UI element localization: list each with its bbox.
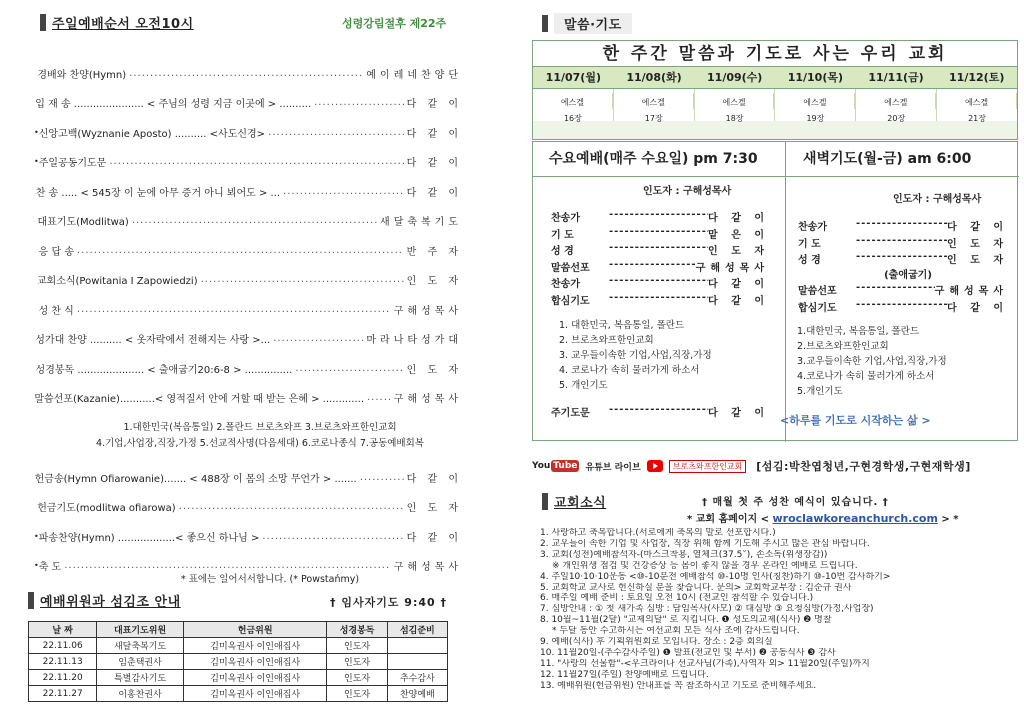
news-item: 3. 교회(성전)예배참석자-(마스크착용, 열체크(37.5˚), 손소독(위생장갑)) [540, 549, 828, 560]
order-item-name: 대표기도(Modlitwa) [37, 217, 129, 228]
prayer-line: 1.대한민국(복음통일) 2.폴란드 브로츠와프 3.브로츠와프한인교회 [123, 422, 397, 433]
order-row [34, 468, 462, 486]
prayer-item: 2. 브로츠와프한인교회 [559, 335, 654, 346]
order-item-leader: 마라나타성가대 [366, 335, 462, 346]
order-item-leader: 다 같 이 [406, 99, 462, 110]
prayer-item: 3. 교우들이속한 기업,사업,직장,가정 [559, 350, 712, 361]
leader-dots [283, 186, 404, 197]
youtube-live-bar [532, 455, 1018, 477]
duty-cell: 인도자 [327, 654, 387, 670]
service-row [798, 218, 1008, 233]
order-item-name: 찬 송 ..... < 545장 이 눈에 아무 증거 아니 뵈어도 > ... [35, 187, 281, 199]
order-item-name: 입 재 송 ...................... < 주님의 성령 지금 이곳에 > .......... [35, 99, 312, 110]
order-item-name: 성경봉독 ..................... < 출애굽기20:6-8 > ............... [35, 364, 293, 376]
youtube-logo-you: You [532, 461, 551, 471]
leader-dots [360, 472, 404, 483]
dawn-leader: 인도자 : 구해성목사 [893, 194, 982, 205]
homepage-prefix: * 교회 홈페이지 < [687, 514, 770, 525]
reading-cell [614, 89, 695, 121]
order-item-name: 헌금기도(modlitwa ofiarowa) [37, 503, 176, 514]
worship-order-heading [40, 13, 194, 32]
leader-dots [77, 245, 404, 256]
duty-cell: 22.11.20 [29, 670, 97, 686]
prayer-item: 2.브로츠와프한인교회 [797, 341, 889, 352]
reading-row [533, 89, 1017, 121]
service-leader: 구해성목사 [695, 262, 769, 274]
duty-cell: 추수감사 [387, 670, 447, 686]
order-row [34, 64, 462, 82]
leader-dots [129, 68, 363, 79]
service-row [551, 209, 769, 224]
duty-cell: 인도자 [327, 638, 387, 654]
order-item-name: 헌금송(Hymn Ofiarowanie)....... < 488장 이 몸의 소망 무언가 > ....... [34, 473, 357, 485]
right-page [512, 0, 1024, 724]
service-leader: 다 같 이 [708, 279, 769, 290]
leader-dots [64, 560, 390, 571]
reading-chapter: 19장 [806, 114, 825, 123]
order-item-name: 주일공동기도문 [38, 158, 107, 169]
leader-dots [201, 274, 404, 285]
duty-row [29, 670, 448, 686]
order-row [34, 241, 462, 259]
serving-team: [섬김:박찬엽청년,구현경학생,구현재학생] [756, 460, 971, 473]
service-item: 말씀선포 [798, 286, 837, 297]
duty-cell: 김미옥권사 이인애집사 [183, 670, 327, 686]
leader-dashes [609, 242, 708, 257]
prayer-line: 4.기업,사업장,직장,가정 5.선교적사명(다음세대) 6.코로나종식 7.공동예배회복 [96, 438, 424, 449]
leader-dashes [609, 404, 708, 419]
order-row [34, 182, 462, 200]
service-row [798, 235, 1008, 250]
word-prayer-heading [542, 13, 632, 34]
leader-dots [295, 363, 403, 374]
duty-cell: 김미옥권사 이인애집사 [183, 654, 327, 670]
service-item: 주기도문 [551, 408, 590, 419]
reading-cell [937, 89, 1017, 121]
service-row [551, 226, 769, 241]
heading-bar [542, 15, 548, 32]
title-rule [786, 176, 1019, 177]
duty-header-cell: 섬김준비 [387, 622, 447, 638]
service-row [551, 404, 769, 419]
service-leader: 다 같 이 [708, 295, 769, 307]
news-item: 6. 매주일 예배 준비 : 토요일 오전 10시 (전교인 참석할 수 있습니다.) [540, 593, 814, 604]
service-item: 합심기도 [798, 302, 837, 314]
duty-header-cell: 헌금위원 [183, 622, 327, 638]
word-prayer-title: 말씀·기도 [554, 13, 632, 34]
order-item-leader: 다 같 이 [406, 532, 462, 544]
news-title: 교회소식 [554, 496, 607, 511]
order-item-leader: 구해성목사 [393, 394, 462, 405]
weekday-row [533, 67, 1017, 89]
service-leader: 다 같 이 [947, 222, 1008, 233]
duty-header-cell: 성경봉독 [327, 622, 387, 638]
prayer-time-note: † 임사자기도 9:40 † [330, 596, 447, 609]
heading-bar [40, 14, 46, 31]
service-row [551, 275, 769, 290]
homepage-line [687, 510, 959, 525]
prayer-topics [40, 420, 480, 452]
order-item-leader: 반 주 자 [406, 246, 462, 258]
weekday-cell: 11/12(토) [949, 71, 1005, 84]
dawn-slogan: <하루를 기도로 시작하는 삶 > [780, 414, 931, 427]
service-item: 찬송가 [551, 213, 580, 224]
order-row [34, 271, 462, 289]
wednesday-service-title: 수요예배(매주 수요일) pm 7:30 [549, 151, 758, 167]
service-item: 말씀선포 [551, 262, 590, 274]
homepage-suffix: > * [941, 514, 959, 525]
order-row [34, 300, 462, 318]
homepage-link[interactable]: wroclawkoreanchurch.com [772, 512, 938, 525]
reading-chapter: 21장 [968, 114, 987, 123]
leader-dashes [609, 209, 708, 224]
leader-dashes [609, 292, 708, 307]
reading-book: 에스겔 [937, 93, 1017, 109]
reading-chapter: 18장 [725, 114, 744, 123]
order-item-name: 말씀선포(Kazanie)...........< 영적질서 안에 거할 때 받는 은혜 > ............. [34, 394, 364, 405]
service-item: 기 도 [551, 229, 574, 241]
youtube-logo-tube: Tube [553, 461, 578, 471]
leader-dots [268, 127, 404, 138]
reading-cell [856, 89, 937, 121]
weekday-cell: 11/08(화) [626, 71, 682, 84]
service-leader: 인 도 자 [947, 255, 1008, 266]
news-list [540, 528, 1016, 692]
duty-cell: 이홍찬권사 [97, 686, 184, 702]
services-divider [785, 142, 786, 442]
service-row [798, 299, 1008, 314]
duty-row [29, 638, 448, 654]
service-leader: 다 같 이 [947, 302, 1008, 314]
weekly-reading-title: 한 주간 말씀과 기도로 사는 우리 교회 [533, 41, 1017, 67]
wednesday-prayer-list [559, 318, 712, 393]
order-item-name: 신앙고백(Wyznanie Aposto) .......... <사도신경> [38, 128, 266, 140]
play-icon [647, 460, 663, 472]
order-row [34, 94, 462, 112]
heading-bar [542, 493, 548, 510]
reading-book: 에스겔 [775, 93, 855, 109]
order-item-leader: 인 도 자 [406, 503, 462, 514]
news-item: 8. 10월~11월(2달) "교제의달" 로 지킵니다. ❶ 성도의교제(식사) ❷ 명찰 [540, 615, 832, 626]
duty-cell: 김미옥권사 이인애집사 [183, 686, 327, 702]
service-leader: 구해성목사 [934, 286, 1008, 297]
leader-dashes [609, 226, 708, 241]
reading-book: 에스겔 [614, 93, 694, 109]
liturgical-week: 성령강림절후 제22주 [342, 17, 447, 30]
duty-row [29, 654, 448, 670]
order-item-name: 성 찬 식 [38, 305, 74, 317]
bullet: • [34, 157, 39, 166]
weekday-cell: 11/10(목) [787, 71, 844, 84]
order-row [34, 389, 462, 407]
duty-row [29, 686, 448, 702]
order-item-leader: 다 같 이 [406, 158, 462, 169]
service-item: 합심기도 [551, 295, 590, 307]
reading-book: 에스겔 [695, 93, 775, 109]
leader-dots [314, 97, 404, 108]
bullet: • [34, 127, 39, 137]
communion-note: † 매월 첫 주 성찬 예식이 있습니다. † [702, 497, 889, 508]
news-item: ※ 개인위생 점검 및 건강증상 등 몸이 좋지 않을 경우 온라인 예배로 드립니다. [552, 560, 858, 571]
service-leader: 다 같 이 [708, 213, 769, 224]
leader-dashes [856, 218, 947, 233]
duty-cell: 임춘택권사 [97, 654, 184, 670]
duty-header-cell: 대표기도위원 [97, 622, 184, 638]
service-leader: 인 도 자 [708, 246, 769, 257]
order-item-leader: 새달축복기도 [380, 217, 462, 228]
news-item: 13. 예배위원(헌금위원) 안내표를 꼭 참조하시고 기도로 준비해주세요. [540, 680, 817, 691]
leader-dots [273, 333, 363, 344]
standing-note: * 표에는 일어서서합니다. (* Powstańmy) [180, 574, 360, 585]
prayer-item: 5.개인기도 [797, 386, 843, 397]
prayer-item: 5. 개인기도 [559, 380, 608, 391]
news-item: 12. 11월27일(주일) 찬양예배로 드립니다. [540, 669, 709, 680]
committee-title: 예배위원과 섬김조 안내 [40, 595, 181, 610]
duty-cell: 22.11.13 [29, 654, 97, 670]
service-leader: 인 도 자 [947, 238, 1008, 250]
duty-cell: 김미옥권사 이인애집사 [183, 638, 327, 654]
news-item: 9. 예배(식사) 후 기획위원회로 모입니다. 장소 : 2층 회의실 [540, 637, 773, 648]
order-item-name: 파송찬양(Hymn) ..................< 좋으신 하나님 > [38, 532, 260, 544]
news-item: 1. 사랑하고 축복합니다.(서로에게 축복의 말로 선포합시다.) [540, 528, 776, 538]
weekday-cell: 11/11(금) [868, 71, 924, 84]
service-row [551, 259, 769, 274]
order-item-name: 교회소식(Powitania I Zapowiedzi) [36, 276, 198, 287]
leader-dots [367, 392, 391, 403]
duty-cell: 특별감사기도 [97, 670, 184, 686]
youtube-live-label: 유튜브 라이브 [585, 462, 641, 473]
duty-header-cell: 날 짜 [29, 622, 97, 638]
news-item: 5. 교회학교 교사로 헌신하실 분을 찾습니다. 문의> 교회학교부장 : 김순규 권사 [540, 582, 852, 593]
leader-dashes [856, 235, 947, 250]
bullet: • [34, 561, 39, 570]
leader-dots [77, 304, 391, 315]
youtube-logo [532, 460, 579, 472]
order-item-leader: 인 도 자 [406, 364, 462, 376]
leader-dashes [856, 299, 947, 314]
heading-bar [28, 592, 34, 609]
title-rule [533, 176, 785, 177]
leader-dashes [609, 259, 696, 274]
service-leader: 맡 은 이 [708, 229, 769, 241]
order-item-name: 성가대 찬양 .......... < 옷자락에서 전해지는 사랑 >... [35, 335, 271, 346]
dawn-prayer-title: 새벽기도(월-금) am 6:00 [803, 151, 972, 167]
service-item: 찬송가 [551, 279, 580, 290]
duty-header-row [29, 622, 448, 638]
leader-dots [109, 156, 403, 167]
order-item-leader: 인 도 자 [406, 276, 462, 287]
order-item-name: 경배와 찬양(Hymn) [37, 69, 127, 81]
reading-cell [533, 89, 614, 121]
leader-dots [262, 531, 403, 542]
duty-cell [387, 654, 447, 670]
prayer-item: 1.대한민국, 복음통일, 폴란드 [797, 326, 920, 337]
order-item-leader: 예이레네찬양단 [366, 69, 462, 81]
service-row [798, 282, 1008, 297]
duty-cell [387, 638, 447, 654]
order-row [34, 498, 462, 516]
leader-dashes [609, 275, 708, 290]
prayer-item: 4.코로나가 속히 물러가게 하소서 [797, 371, 935, 382]
order-item-name: 응 답 송 [38, 246, 74, 258]
service-item: 기 도 [798, 238, 821, 250]
order-row [34, 330, 462, 348]
reading-chapter: 17장 [644, 114, 663, 123]
prayer-item: 1. 대한민국, 복음통일, 폴란드 [559, 320, 685, 331]
duty-cell: 22.11.27 [29, 686, 97, 702]
bullet: • [34, 531, 39, 541]
news-item: 7. 심방안내 : ① 첫 새가족 심방 : 담임목사(사모) ② 대심방 ③ 요청심방(가정,사업장) [540, 604, 874, 615]
order-item-name: 축 도 [38, 562, 62, 573]
order-row [34, 359, 462, 377]
prayer-item: 3.교우들이속한 기업,사업,직장,가정 [797, 356, 947, 367]
leader-dots [179, 501, 404, 512]
duty-table [28, 621, 448, 702]
service-item: 성 경 [551, 246, 574, 257]
reading-chapter: 20장 [887, 114, 906, 123]
order-item-leader: 구해성목사 [393, 305, 462, 317]
order-item-leader: 다 같 이 [406, 473, 462, 485]
service-item: 찬송가 [798, 222, 827, 233]
duty-cell: 찬양예배 [387, 686, 447, 702]
reading-book: 에스겔 [533, 93, 613, 109]
leader-dashes [856, 282, 935, 297]
reading-cell [775, 89, 856, 121]
weekly-reading-box [532, 40, 1018, 140]
order-item-leader: 다 같 이 [406, 187, 462, 199]
weekday-cell: 11/07(월) [545, 71, 601, 84]
service-item: 성 경 [798, 255, 821, 266]
order-row [34, 212, 462, 230]
dawn-book: (출애굽기) [884, 270, 932, 281]
reading-cell [695, 89, 776, 121]
youtube-channel-name: 브로츠와프한인교회 [669, 460, 747, 473]
reading-book: 에스겔 [856, 93, 936, 109]
news-item: * 두달 동안 수고하시는 여선교회 모든 식사 조에 감사드립니다. [552, 626, 800, 637]
duty-cell: 새달축복기도 [97, 638, 184, 654]
leader-dashes [856, 251, 947, 266]
service-row [551, 292, 769, 307]
order-item-leader: 다 같 이 [406, 128, 462, 140]
duty-cell: 인도자 [327, 686, 387, 702]
order-item-leader: 구해성목사 [393, 562, 462, 573]
news-heading [542, 492, 606, 511]
committee-heading [28, 591, 181, 610]
news-item: 4. 주일10·10·10운동 <⑩-10분전 예배참석 ⑩-10명 인사(칭찬)하기 ⑩-10번 감사하기> [540, 571, 891, 582]
news-item: 10. 11월20일-(추수감사주일) ❶ 발표(전교인 및 부서) ❷ 공동식사 ❸ 감사 [540, 647, 836, 658]
prayer-item: 4. 코로나가 속히 물러가게 하소서 [559, 365, 700, 376]
worship-title: 주일예배순서 오전10시 [52, 17, 194, 32]
service-row [551, 242, 769, 257]
reading-chapter: 16장 [563, 114, 582, 123]
order-row [34, 153, 462, 171]
order-row [34, 527, 462, 545]
service-row [798, 251, 1008, 266]
news-item: 2. 교우들이 속한 기업 및 사업장, 직장 위해 함께 기도해 주시고 많은 관심 바랍니다. [540, 538, 870, 549]
duty-cell: 인도자 [327, 670, 387, 686]
duty-cell: 22.11.06 [29, 638, 97, 654]
service-leader: 다 같 이 [708, 408, 769, 419]
weekday-cell: 11/09(수) [707, 71, 763, 84]
wednesday-leader: 인도자 : 구해성목사 [643, 186, 732, 197]
news-item: 11. "사랑의 선물함"-<우크라이나 선교사님(가족),사역자 외> 11월20일(주일)까지 [540, 658, 870, 669]
order-row [34, 123, 462, 141]
dawn-prayer-list [797, 324, 947, 399]
leader-dots [132, 215, 377, 226]
services-box [532, 141, 1018, 441]
